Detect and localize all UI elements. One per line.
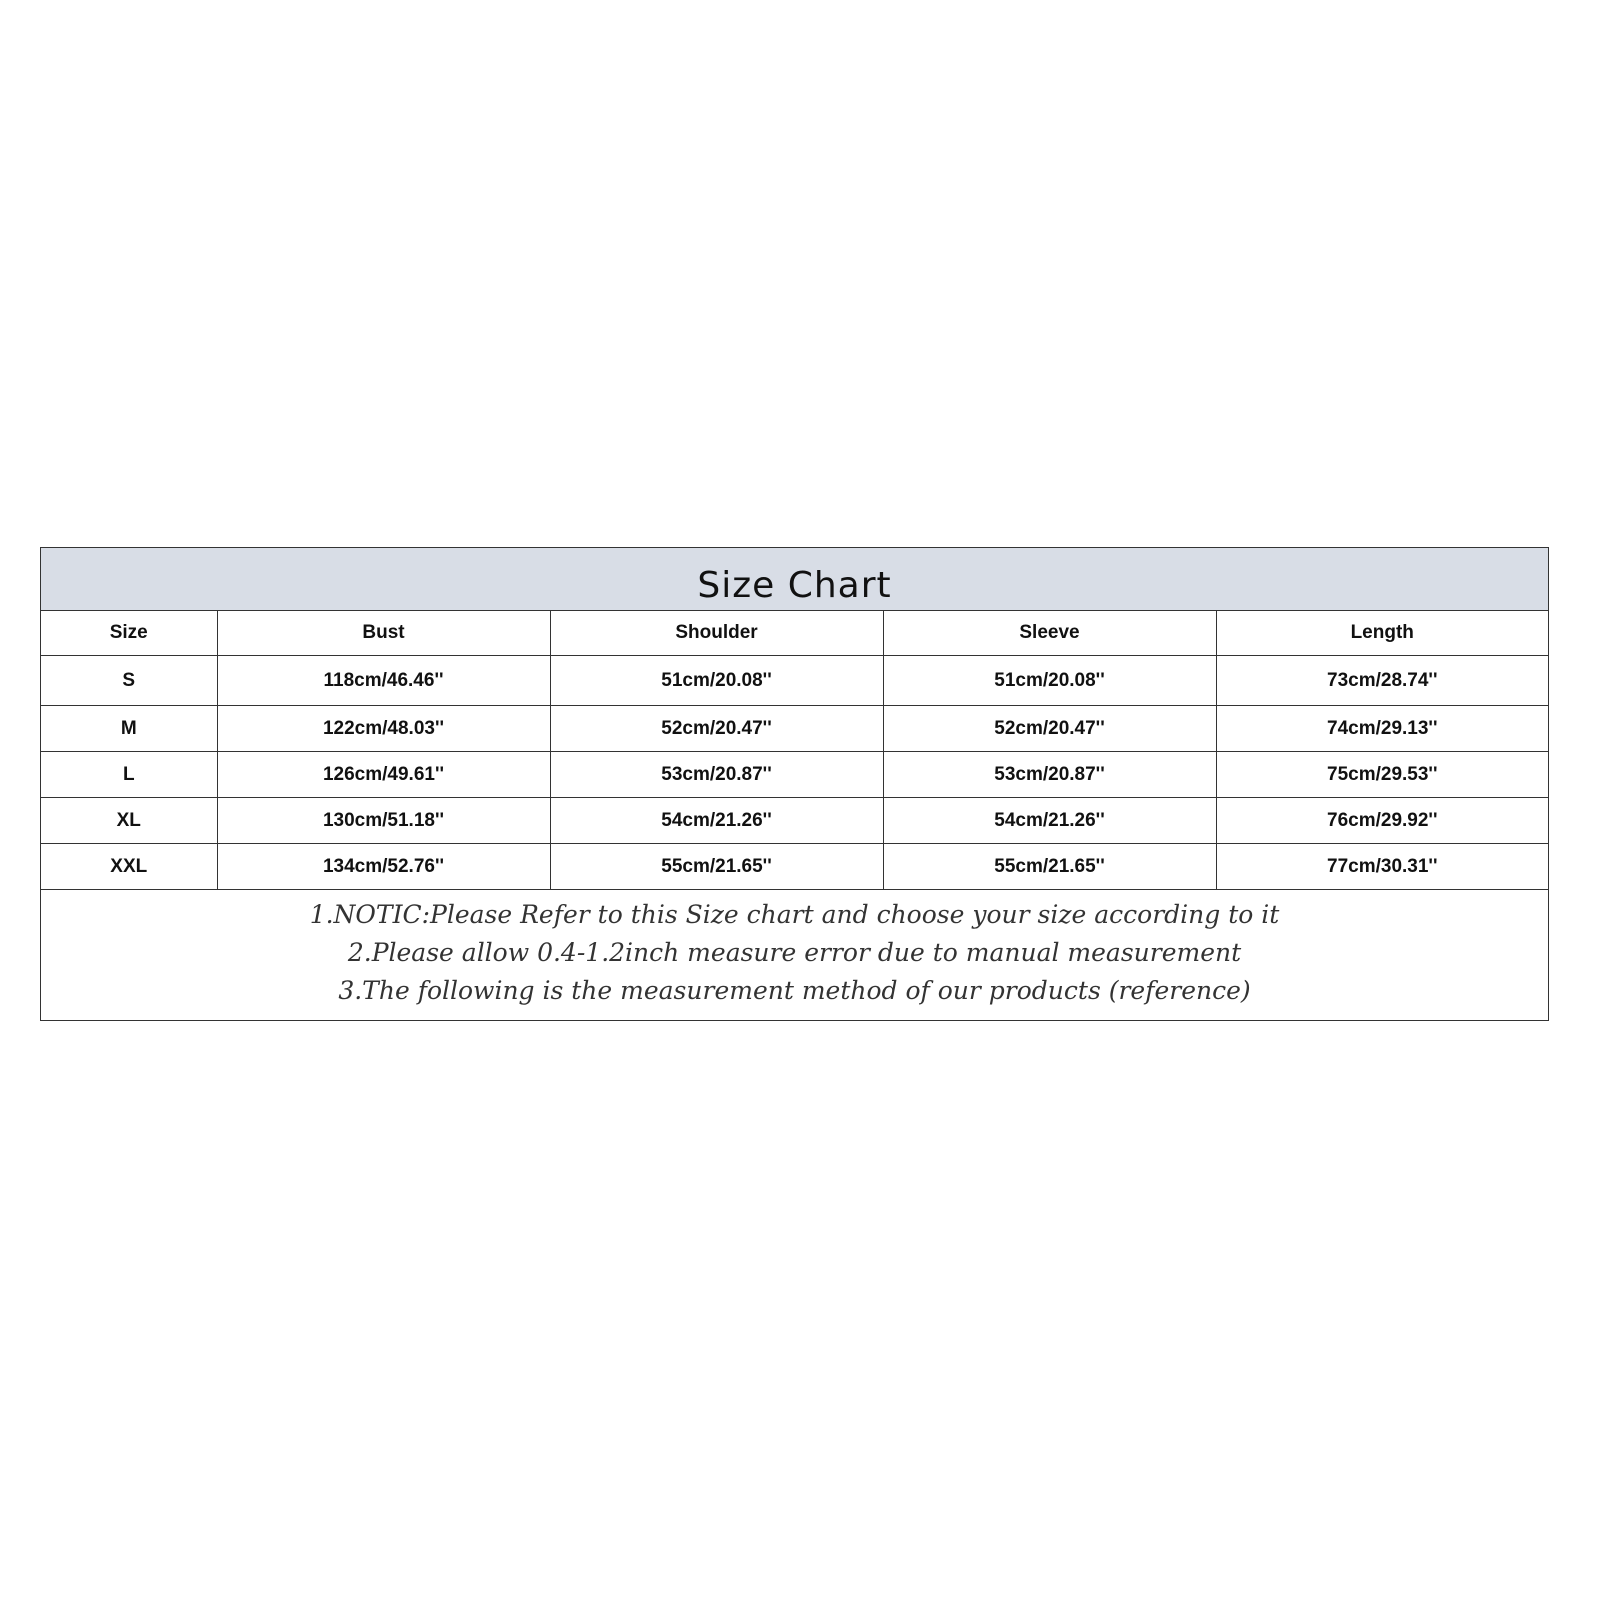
note-2: 2.Please allow 0.4-1.2inch measure error due to manual measurement	[347, 938, 1242, 967]
note-1: 1.NOTIC:Please Refer to this Size chart and choose your size according to it	[309, 900, 1280, 929]
cell-shoulder: 51cm/20.08''	[550, 656, 883, 706]
cell-bust: 134cm/52.76''	[217, 844, 550, 890]
cell-size: XXL	[41, 844, 217, 890]
cell-length: 74cm/29.13''	[1216, 706, 1548, 752]
header-row	[41, 611, 1548, 656]
size-chart-title: Size Chart	[41, 548, 1548, 611]
cell-bust: 122cm/48.03''	[217, 706, 550, 752]
cell-size: XL	[41, 798, 217, 844]
cell-length: 76cm/29.92''	[1216, 798, 1548, 844]
cell-size: M	[41, 706, 217, 752]
table-row	[41, 656, 1548, 706]
cell-size: L	[41, 752, 217, 798]
table-row	[41, 752, 1548, 798]
column-header-length: Length	[1216, 611, 1548, 656]
size-chart	[40, 547, 1549, 1021]
cell-sleeve: 55cm/21.65''	[883, 844, 1216, 890]
cell-length: 77cm/30.31''	[1216, 844, 1548, 890]
table-row	[41, 706, 1548, 752]
cell-size: S	[41, 656, 217, 706]
cell-sleeve: 53cm/20.87''	[883, 752, 1216, 798]
cell-shoulder: 52cm/20.47''	[550, 706, 883, 752]
column-header-shoulder: Shoulder	[550, 611, 883, 656]
cell-length: 75cm/29.53''	[1216, 752, 1548, 798]
cell-bust: 130cm/51.18''	[217, 798, 550, 844]
table-row	[41, 844, 1548, 890]
column-header-size: Size	[41, 611, 217, 656]
cell-sleeve: 52cm/20.47''	[883, 706, 1216, 752]
cell-sleeve: 54cm/21.26''	[883, 798, 1216, 844]
cell-sleeve: 51cm/20.08''	[883, 656, 1216, 706]
notes	[41, 890, 1548, 1020]
size-table	[41, 611, 1548, 890]
cell-shoulder: 55cm/21.65''	[550, 844, 883, 890]
cell-bust: 126cm/49.61''	[217, 752, 550, 798]
column-header-sleeve: Sleeve	[883, 611, 1216, 656]
cell-bust: 118cm/46.46''	[217, 656, 550, 706]
cell-length: 73cm/28.74''	[1216, 656, 1548, 706]
cell-shoulder: 54cm/21.26''	[550, 798, 883, 844]
cell-shoulder: 53cm/20.87''	[550, 752, 883, 798]
note-3: 3.The following is the measurement method of our products (reference)	[338, 976, 1251, 1005]
table-row	[41, 798, 1548, 844]
column-header-bust: Bust	[217, 611, 550, 656]
